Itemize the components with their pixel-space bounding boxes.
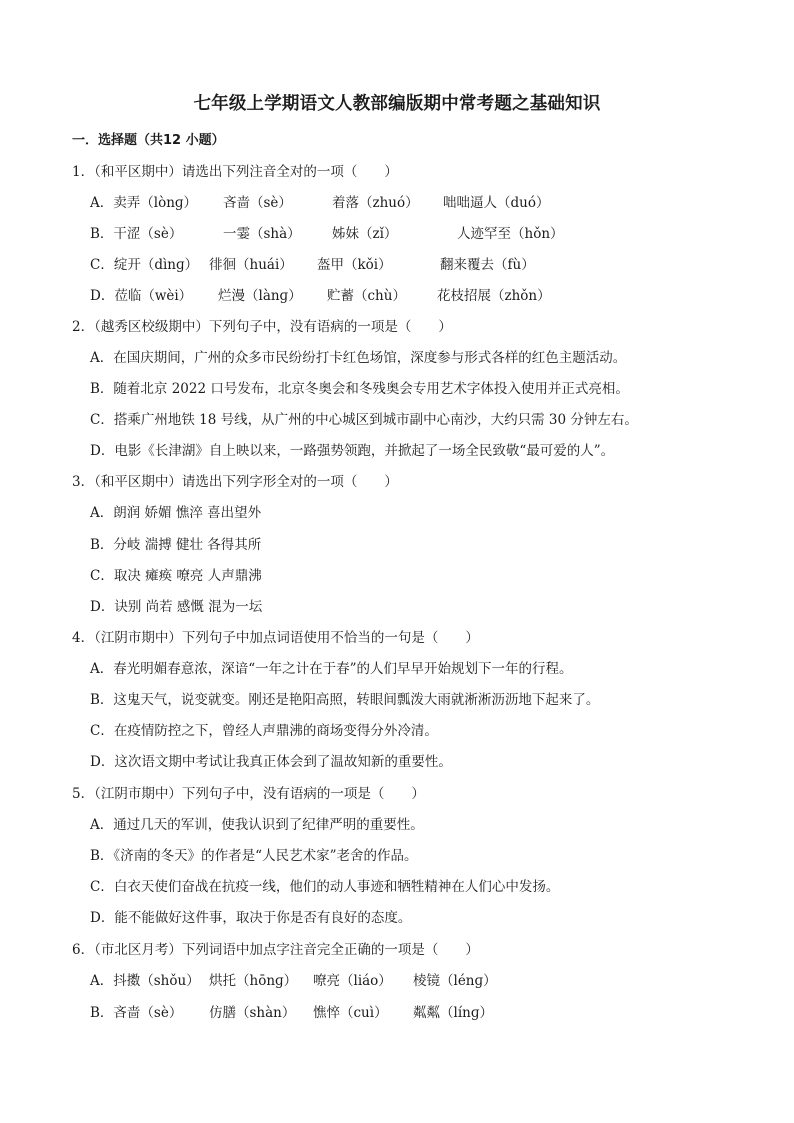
q3-option-c: C．取决 瘫痪 嘹亮 人声鼎沸 (90, 568, 262, 584)
q1-option-a-word-4: 咄咄逼人（duó） (443, 195, 550, 211)
q1-option-a-word-1: A．卖弄（lònɡ） (90, 195, 198, 211)
q6-option-b-word-3: 憔悴（cuì） (313, 1005, 388, 1021)
q6-option-b-word-1: B．吝啬（sè） (90, 1005, 183, 1021)
q4-option-b: B．这鬼天气，说变就变。刚还是艳阳高照，转眼间瓢泼大雨就淅淅沥沥地下起来了。 (90, 692, 600, 708)
q1-option-a-word-3: 着落（zhuó） (332, 195, 419, 211)
q1-option-b-word-4: 人迹罕至（hǒn） (457, 226, 564, 242)
section-heading: 一．选择题（共12 小题） (72, 133, 225, 148)
q1-option-c-word-2: 徘徊（huái） (209, 257, 293, 273)
question-6-stem: 6．（市北区月考）下列词语中加点字注音完全正确的一项是（ ） (72, 942, 479, 958)
q2-option-b: B．随着北京 2022 口号发布，北京冬奥会和冬残奥会专用艺术字体投入使用并正式亮相。 (90, 381, 629, 397)
q2-option-a: A．在国庆期间，广州的众多市民纷纷打卡红色场馆，深度参与形式各样的红色主题活动。 (90, 350, 627, 366)
q3-option-a: A．朗润 娇媚 憔淬 喜出望外 (90, 505, 262, 521)
question-3-stem: 3．（和平区期中）请选出下列字形全对的一项（ ） (72, 474, 398, 490)
q6-option-a-word-2: 烘托（hōnɡ） (209, 973, 298, 989)
question-4-stem: 4．（江阴市期中）下列句子中加点词语使用不恰当的一句是（ ） (72, 630, 479, 646)
q1-option-d-word-2: 烂漫（lànɡ） (218, 288, 302, 304)
q3-option-b: B．分岐 湍搏 健壮 各得其所 (90, 537, 262, 553)
question-5-stem: 5．（江阴市期中）下列句子中，没有语病的一项是（ ） (72, 786, 425, 802)
q1-option-a-word-2: 吝啬（sè） (223, 195, 292, 211)
q1-option-b-word-3: 姊妹（zǐ） (332, 226, 398, 242)
q6-option-a-word-4: 棱镜（lénɡ） (413, 973, 497, 989)
q6-option-b-word-4: 粼粼（línɡ） (413, 1005, 493, 1021)
q5-option-c: C．白衣天使们奋战在抗疫一线，他们的动人事迹和牺牲精神在人们心中发扬。 (90, 879, 560, 895)
q2-option-d: D．电影《长津湖》自上映以来，一路强势领跑，并掀起了一场全民致敬“最可爱的人”。 (90, 443, 615, 459)
q1-option-c-word-3: 盔甲（kǒi） (317, 257, 392, 273)
q5-option-a: A．通过几天的军训，使我认识到了纪律严明的重要性。 (90, 817, 424, 833)
q4-option-a: A．春光明媚春意浓，深谙“一年之计在于春”的人们早早开始规划下一年的行程。 (90, 661, 573, 677)
q6-option-b-word-2: 仿膳（shàn） (209, 1005, 296, 1021)
q2-option-c: C．搭乘广州地铁 18 号线，从广州的中心城区到城市副中心南沙，大约只需 30 分钟左右。 (90, 412, 638, 428)
q1-option-c-word-4: 翻来覆去（fù） (440, 257, 535, 273)
q5-option-b: B．《济南的冬天》的作者是“人民艺术家”老舍的作品。 (90, 848, 418, 864)
q1-option-b-word-2: 一霎（shà） (223, 226, 301, 242)
q1-option-c-word-1: C．绽开（dìnɡ） (90, 257, 199, 273)
question-1-stem: 1．（和平区期中）请选出下列注音全对的一项（ ） (72, 164, 398, 180)
question-2-stem: 2．（越秀区校级期中）下列句子中，没有语病的一项是（ ） (72, 319, 452, 335)
page-title: 七年级上学期语文人教部编版期中常考题之基础知识 (193, 94, 601, 114)
q1-option-b-word-1: B．干涩（sè） (90, 226, 183, 242)
q1-option-d-word-1: D．莅临（wèi） (90, 288, 193, 304)
q4-option-c: C．在疫情防控之下，曾经人声鼎沸的商场变得分外冷清。 (90, 723, 438, 739)
q1-option-d-word-4: 花枝招展（zhǒn） (437, 288, 551, 304)
q6-option-a-word-1: A．抖擞（shǒu） (90, 973, 200, 989)
q1-option-d-word-3: 贮蓄（chù） (327, 288, 406, 304)
q6-option-a-word-3: 嘹亮（liáo） (313, 973, 392, 989)
q3-option-d: D．诀别 尚若 感慨 混为一坛 (90, 599, 263, 615)
q4-option-d: D．这次语文期中考试让我真正体会到了温故知新的重要性。 (90, 754, 452, 770)
q5-option-d: D．能不能做好这件事，取决于你是否有良好的态度。 (90, 910, 412, 926)
